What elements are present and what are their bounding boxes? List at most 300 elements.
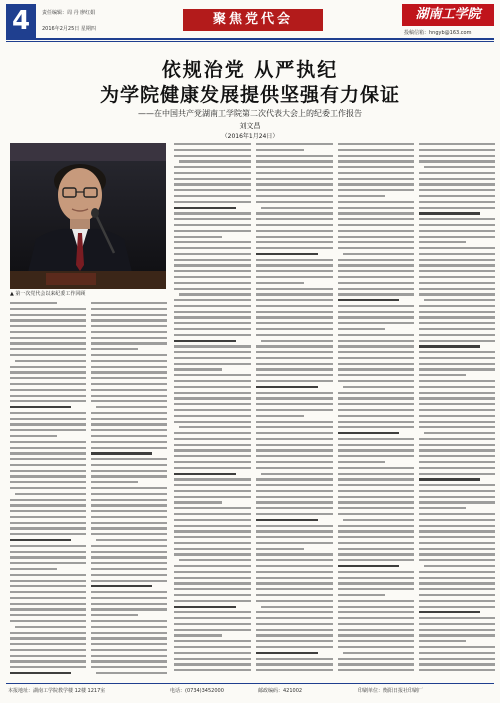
text-line [338,363,414,365]
text-column-5 [338,143,414,680]
text-line [338,264,414,266]
text-line [419,588,495,590]
text-line [419,270,495,272]
text-line [10,504,86,506]
text-line [174,513,251,515]
text-line [256,611,333,613]
text-line [174,282,251,284]
text-line [91,337,167,339]
text-line [338,536,414,538]
text-line [256,438,333,440]
text-line [256,189,333,191]
text-line [338,565,399,567]
text-line [174,658,251,660]
text-line [174,438,251,440]
text-line [338,293,414,295]
text-line [10,574,86,576]
text-line [419,247,495,249]
text-line [338,149,414,151]
text-line [338,183,414,185]
text-line [174,594,251,596]
text-line [338,172,414,174]
text-line [419,663,495,665]
text-line [338,444,414,446]
text-line [10,400,86,402]
text-line [174,484,251,486]
text-line [10,337,86,339]
text-line [419,293,495,295]
text-line [256,629,333,631]
text-line [338,351,414,353]
text-line [419,207,495,209]
text-line [10,325,86,327]
text-line [419,617,495,619]
text-line [174,207,236,209]
text-line [10,597,86,599]
text-line [91,655,167,657]
text-line [338,207,414,209]
text-line [419,519,495,521]
text-line [338,305,414,307]
text-line [338,600,414,602]
text-line [10,556,86,558]
text-line [419,357,495,359]
text-line [419,363,495,365]
text-line [91,360,167,362]
text-line [419,218,495,220]
text-line [419,473,495,475]
text-line [10,464,86,466]
text-line [174,571,251,573]
text-line [256,421,333,423]
text-column-3 [174,143,251,680]
text-line [91,493,167,495]
issue-date: 2016年2月25日 星期四 [42,26,96,32]
text-line [10,660,86,662]
text-line [419,224,495,226]
text-line [256,288,333,290]
text-line [256,582,333,584]
text-line [174,368,222,370]
text-line [174,432,251,434]
footer-printer: 印刷单位：衡阳日报社印刷厂 [358,688,424,694]
text-line [10,470,86,472]
text-line [91,666,167,668]
header-rule [6,38,494,40]
text-line [338,438,414,440]
text-line [91,412,167,414]
text-column-2 [91,302,167,680]
text-line [256,559,333,561]
text-line [256,172,333,174]
text-line [91,608,167,610]
text-line [256,496,333,498]
text-line [419,426,495,428]
text-line [419,149,495,151]
text-line [10,533,86,535]
text-line [338,553,414,555]
text-line [174,652,251,654]
text-line [96,672,167,674]
text-line [91,302,167,304]
text-line [256,259,333,261]
section-title: 聚焦党代会 [183,9,323,31]
text-line [174,259,251,261]
text-line [338,611,414,613]
text-line [256,478,333,480]
text-line [256,548,304,550]
text-line [419,571,495,573]
text-line [338,525,414,527]
text-line [91,597,167,599]
text-line [179,559,251,561]
text-line [419,536,495,538]
text-line [338,513,414,515]
text-line [338,299,399,301]
text-line [10,447,86,449]
text-line [174,392,251,394]
text-line [256,160,333,162]
text-line [338,478,414,480]
text-line [174,305,251,307]
text-line [419,351,495,353]
text-line [174,640,251,642]
text-line [256,623,333,625]
text-line [174,663,251,665]
text-line [174,241,251,243]
text-line [91,452,152,454]
text-line [338,588,414,590]
text-column-1 [10,302,86,680]
text-line [91,423,167,425]
text-line [174,519,251,521]
text-line [256,646,333,648]
text-line [10,522,86,524]
text-line [174,444,251,446]
text-line [91,418,167,420]
text-line [419,467,495,469]
text-line [15,360,86,362]
text-line [256,386,318,388]
text-line [256,397,333,399]
text-line [91,545,167,547]
text-line [174,617,251,619]
text-line [174,669,251,671]
text-line [256,663,333,665]
text-line [419,236,495,238]
text-line [343,253,414,255]
text-line [10,366,86,368]
text-line [419,577,495,579]
text-line [419,501,495,503]
text-line [256,490,333,492]
newspaper-logo: 湖南工学院 [402,4,494,26]
text-line [419,548,495,550]
header-rule-thin [6,41,494,42]
text-line [10,672,71,674]
text-line [419,478,480,480]
text-line [10,383,86,385]
text-line [338,311,414,313]
text-line [91,533,167,535]
text-line [256,322,333,324]
text-line [419,507,466,509]
text-line [174,149,251,151]
text-line [174,525,251,527]
text-line [174,629,251,631]
text-line [10,452,86,454]
text-line [174,496,251,498]
text-line [419,594,495,596]
text-line [419,316,495,318]
page-number: 4 [6,4,36,38]
text-line [10,568,57,570]
subheadline: ——在中国共产党湖南工学院第二次代表大会上的纪委工作报告 [138,109,362,118]
text-line [338,473,414,475]
text-line [10,302,57,304]
text-line [10,412,86,414]
text-line [10,308,86,310]
text-line [419,380,495,382]
text-line [419,513,495,515]
text-line [10,539,71,541]
text-line [174,548,251,550]
text-line [10,389,86,391]
photo-caption: ▲ 第一次党代会以来纪委工作回顾 [10,291,86,297]
text-line [256,600,333,602]
text-line [256,236,333,238]
text-line [256,305,333,307]
text-line [10,342,86,344]
text-line [174,386,251,388]
text-line [424,166,495,168]
text-line [10,429,86,431]
text-line [10,585,86,587]
text-line [174,415,251,417]
text-line [256,577,333,579]
author-byline: 刘文昌 [239,122,261,130]
text-line [419,669,495,671]
text-line [419,322,495,324]
text-line [174,357,251,359]
text-line [256,525,333,527]
text-line [256,345,333,347]
text-line [91,620,167,622]
text-line [338,201,414,203]
text-line [91,614,138,616]
text-line [174,218,251,220]
text-line [338,288,414,290]
text-line [91,643,167,645]
text-line [10,608,86,610]
text-column-6 [419,143,495,680]
text-line [10,406,71,408]
text-line [174,473,236,475]
text-line [91,429,167,431]
text-line [338,582,414,584]
text-line [338,218,414,220]
text-line [174,565,251,567]
text-line [256,299,333,301]
text-line [338,421,414,423]
text-line [338,368,414,370]
text-line [338,195,385,197]
text-line [256,195,333,197]
text-line [419,160,495,162]
text-line [91,632,167,634]
text-line [174,530,251,532]
text-line [256,403,333,405]
text-line [419,392,495,394]
text-line [338,143,414,145]
footer-address: 本报地址：湖南工学院教学楼 12楼 1217室 [8,688,106,694]
speaker-photo [10,143,166,289]
text-line [256,351,333,353]
text-line [174,253,251,255]
text-line [419,178,495,180]
text-line [174,421,251,423]
text-line [338,397,414,399]
text-line [256,530,333,532]
text-line [419,606,495,608]
text-line [256,426,333,428]
text-line [174,606,236,608]
text-line [91,441,167,443]
text-line [261,340,333,342]
text-line [91,319,167,321]
text-line [419,189,495,191]
text-line [338,629,414,631]
text-line [338,467,414,469]
text-line [91,603,167,605]
text-line [10,423,86,425]
text-line [338,594,385,596]
text-line [419,634,495,636]
text-line [174,542,251,544]
text-line [343,652,414,654]
text-line [91,314,167,316]
text-line [174,172,251,174]
text-line [338,357,414,359]
text-line [338,484,414,486]
text-line [338,409,414,411]
text-line [419,455,495,457]
text-line [419,276,495,278]
text-line [256,501,333,503]
text-line [174,212,251,214]
text-line [338,496,414,498]
text-line [91,400,167,402]
text-line [419,259,495,261]
text-line [174,588,251,590]
text-line [256,143,333,145]
text-line [338,316,414,318]
text-line [10,487,86,489]
text-line [419,397,495,399]
text-line [10,354,86,356]
text-line [338,230,414,232]
text-line [419,345,480,347]
text-line [91,383,167,385]
text-line [419,444,495,446]
text-line [338,155,414,157]
text-line [338,247,414,249]
text-line [174,299,251,301]
text-line [174,490,251,492]
text-line [419,241,466,243]
text-line [10,614,86,616]
text-line [419,582,495,584]
text-line [338,455,414,457]
text-line [174,507,251,509]
text-line [91,325,167,327]
text-line [174,183,251,185]
text-line [419,264,495,266]
text-line [179,293,251,295]
text-line [91,331,167,333]
text-line [338,345,414,347]
text-line [419,340,495,342]
text-line [10,441,86,443]
text-line [174,328,251,330]
text-line [91,649,167,651]
text-line [174,461,251,463]
text-line [419,658,495,660]
footer-phone: 电话：(0734)3452000 [170,688,224,694]
text-line [256,334,333,336]
speech-date: （2016年1月24日） [221,133,279,140]
text-line [419,559,495,561]
text-line [91,389,167,391]
speaker-photo-image [10,143,166,289]
text-line [10,562,86,564]
text-line [91,574,167,576]
text-line [261,473,333,475]
text-line [419,461,495,463]
text-line [174,288,251,290]
text-line [338,548,414,550]
text-line [91,342,167,344]
text-line [91,580,167,582]
text-line [15,626,86,628]
text-line [91,447,167,449]
text-line [338,530,414,532]
text-line [91,354,167,356]
text-line [10,418,86,420]
text-line [338,236,414,238]
text-line [256,183,333,185]
text-line [256,253,318,255]
text-line [91,348,138,350]
text-line [256,224,333,226]
text-line [338,270,414,272]
text-line [10,499,86,501]
text-line [256,293,333,295]
text-line [338,334,414,336]
text-line [338,577,414,579]
text-line [419,484,495,486]
text-line [174,374,251,376]
text-line [174,276,251,278]
text-line [419,409,495,411]
text-line [174,316,251,318]
text-line [256,212,333,214]
text-line [10,666,86,668]
text-line [338,415,414,417]
text-line [338,634,414,636]
text-line [174,155,251,157]
text-line [338,322,414,324]
